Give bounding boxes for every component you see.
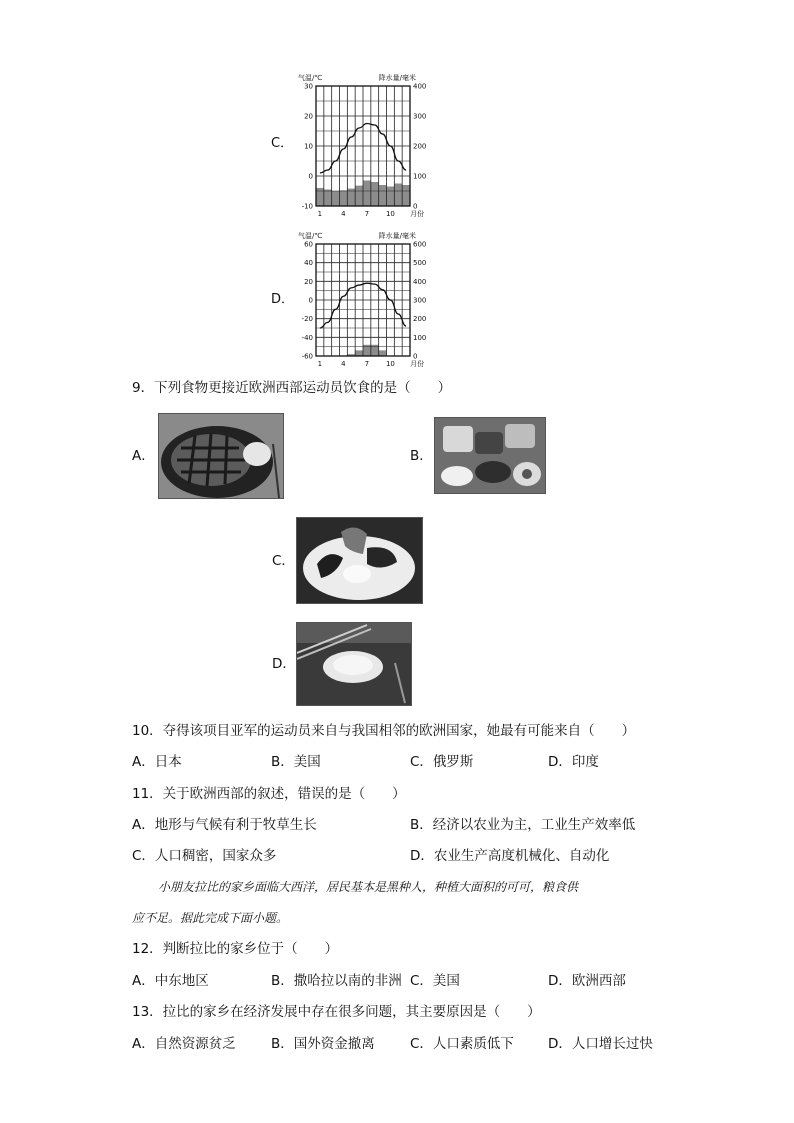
climate-chart-c: [292, 66, 442, 222]
y-tick-left: 0: [308, 172, 313, 181]
x-unit-label: 月份: [410, 210, 425, 218]
q13-option-b: B．国外资金撤离: [271, 1036, 375, 1052]
precip-bar: [332, 191, 340, 206]
q11-option-c: C．人口稠密，国家众多: [132, 848, 277, 864]
precip-bar: [355, 350, 363, 356]
y-tick-left: 40: [304, 259, 313, 268]
y-tick-left: 10: [304, 142, 313, 151]
question-10: 10．夺得该项目亚军的运动员来自与我国相邻的欧洲国家，她最有可能来自（ ）: [132, 723, 636, 739]
y-axis-label-right: 降水量/毫米: [378, 74, 416, 82]
x-unit-label: 月份: [410, 360, 425, 368]
question-12: 12．判断拉比的家乡位于（ ）: [132, 941, 339, 957]
y-axis-label-left: 气温/℃: [298, 74, 323, 82]
x-tick: 10: [385, 210, 395, 218]
q12-option-c: C．美国: [410, 973, 460, 989]
q10-option-d: D．印度: [548, 754, 599, 770]
question-11: 11．关于欧洲西部的叙述，错误的是（ ）: [132, 786, 406, 802]
y-tick-right: 200: [413, 142, 427, 151]
passage-line-2: 应不足。据此完成下面小题。: [132, 911, 289, 925]
q10-option-a: A．日本: [132, 754, 182, 770]
y-tick-right: 400: [413, 82, 427, 91]
pancake-photo[interactable]: [296, 622, 412, 706]
x-tick: 1: [317, 210, 323, 218]
meat-dish-photo[interactable]: [296, 517, 423, 604]
x-tick: 10: [385, 360, 395, 368]
q9-option-c-label: C．: [272, 553, 295, 569]
q12-option-d: D．欧洲西部: [548, 973, 626, 989]
y-tick-left: 60: [304, 240, 313, 249]
x-tick: 4: [341, 210, 346, 218]
y-axis-label-left: 气温/℃: [298, 232, 323, 240]
steak-photo[interactable]: [158, 413, 284, 499]
y-tick-right: 100: [413, 172, 427, 181]
y-tick-right: 300: [413, 112, 427, 121]
q9-option-d-label: D．: [272, 656, 296, 672]
precip-bar: [340, 190, 348, 206]
precip-bar: [324, 190, 332, 207]
q11-option-b: B．经济以农业为主，工业生产效率低: [410, 817, 636, 833]
precip-bar: [363, 181, 371, 207]
y-tick-right: 0: [413, 352, 418, 361]
pancake-image: [297, 623, 411, 705]
precip-bar: [387, 187, 395, 207]
y-tick-right: 100: [413, 333, 427, 342]
option-c-label: C．: [271, 136, 294, 151]
precip-bar: [379, 185, 387, 206]
precip-bar: [355, 186, 363, 206]
precip-bar: [402, 185, 410, 206]
q9-option-a-label: A．: [132, 448, 155, 464]
q13-option-d: D．人口增长过快: [548, 1036, 653, 1052]
y-tick-left: -40: [301, 333, 313, 342]
y-axis-label-right: 降水量/毫米: [378, 232, 416, 240]
x-tick: 1: [317, 360, 323, 368]
meat-dish-image: [297, 518, 422, 603]
y-tick-left: 20: [304, 112, 313, 121]
y-tick-left: -10: [301, 202, 313, 211]
y-tick-right: 400: [413, 277, 427, 286]
y-tick-left: -60: [301, 352, 313, 361]
steak-image: [159, 414, 283, 498]
x-tick: 7: [364, 360, 370, 368]
y-tick-left: -20: [301, 315, 313, 324]
sushi-image: [435, 418, 545, 493]
precip-bar: [316, 188, 324, 206]
x-tick: 4: [341, 360, 346, 368]
q13-option-c: C．人口素质低下: [410, 1036, 514, 1052]
y-tick-right: 0: [413, 202, 418, 211]
y-tick-right: 300: [413, 296, 427, 305]
q11-option-d: D．农业生产高度机械化、自动化: [410, 848, 610, 864]
question-13: 13．拉比的家乡在经济发展中存在很多问题，其主要原因是（ ）: [132, 1004, 541, 1020]
y-tick-left: 0: [308, 296, 313, 305]
y-tick-right: 600: [413, 240, 427, 249]
q12-option-b: B．撒哈拉以南的非洲: [271, 973, 402, 989]
passage-line-1: 小朋友拉比的家乡面临大西洋，居民基本是黑种人，种植大面积的可可，粮食供: [158, 880, 579, 894]
q10-option-b: B．美国: [271, 754, 321, 770]
question-9: 9．下列食物更接近欧洲西部运动员饮食的是（ ）: [132, 380, 452, 396]
q10-option-c: C．俄罗斯: [410, 754, 474, 770]
climate-chart-d: [292, 230, 442, 372]
y-tick-right: 500: [413, 259, 427, 268]
precip-bar: [371, 182, 379, 206]
x-tick: 7: [364, 210, 370, 218]
precip-bar: [394, 184, 402, 207]
y-tick-left: 20: [304, 277, 313, 286]
option-d-label: D．: [271, 292, 295, 307]
q9-option-b-label: B．: [410, 448, 433, 464]
precip-bar: [379, 350, 387, 356]
y-tick-left: 30: [304, 82, 313, 91]
q12-option-a: A．中东地区: [132, 973, 209, 989]
q11-option-a: A．地形与气候有利于牧草生长: [132, 817, 317, 833]
sushi-photo[interactable]: [434, 417, 546, 494]
y-tick-right: 200: [413, 315, 427, 324]
q13-option-a: A．自然资源贫乏: [132, 1036, 236, 1052]
